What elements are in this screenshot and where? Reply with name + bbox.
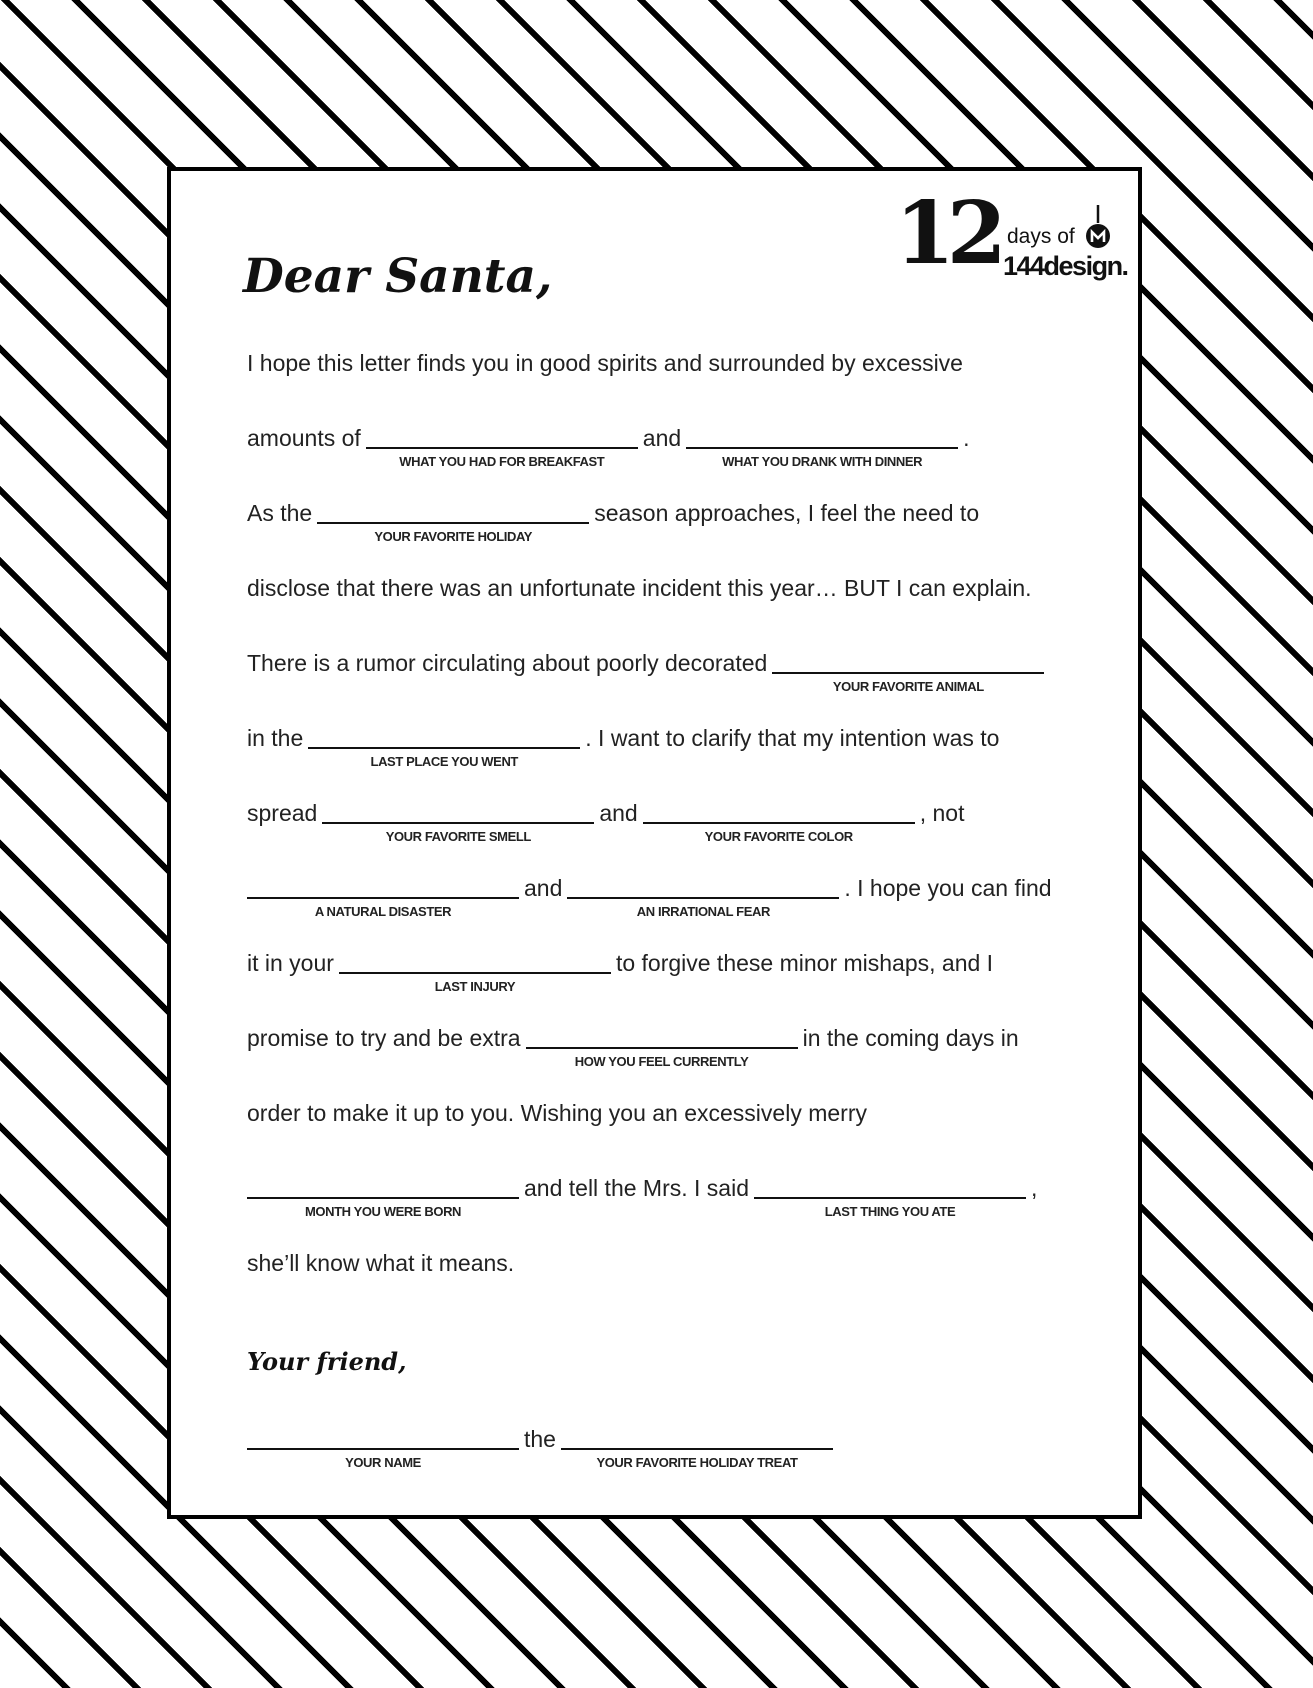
blank-breakfast[interactable]: WHAT YOU HAD FOR BREAKFAST xyxy=(366,446,638,449)
blank-dinner-drink[interactable]: WHAT YOU DRANK WITH DINNER xyxy=(686,446,958,449)
blank-feel[interactable]: HOW YOU FEEL CURRENTLY xyxy=(526,1046,798,1049)
brand-logo xyxy=(895,183,1128,291)
letter-line-14: YOUR NAME the YOUR FAVORITE HOLIDAY TREAT xyxy=(247,1423,838,1453)
letter-card xyxy=(167,167,1142,1519)
letter-line-11: order to make it up to you. Wishing you an excessively merry xyxy=(247,1100,867,1126)
blank-injury[interactable]: LAST INJURY xyxy=(339,971,611,974)
logo-brand: 144design. xyxy=(1003,251,1128,281)
letter-line-5: There is a rumor circulating about poorly decorated YOUR FAVORITE ANIMAL xyxy=(247,647,1049,677)
blank-smell[interactable]: YOUR FAVORITE SMELL xyxy=(322,821,594,824)
blank-fear[interactable]: AN IRRATIONAL FEAR xyxy=(567,896,839,899)
ornament-icon xyxy=(1085,205,1111,249)
letter-line-12: MONTH YOU WERE BORN and tell the Mrs. I said LAST THING YOU ATE , xyxy=(247,1172,1037,1202)
blank-month[interactable]: MONTH YOU WERE BORN xyxy=(247,1196,519,1199)
letter-line-1: I hope this letter finds you in good spirits and surrounded by excessive xyxy=(247,350,963,376)
blank-color[interactable]: YOUR FAVORITE COLOR xyxy=(643,821,915,824)
logo-days-of: days of xyxy=(1007,225,1075,248)
blank-animal[interactable]: YOUR FAVORITE ANIMAL xyxy=(772,671,1044,674)
letter-line-8: A NATURAL DISASTER and AN IRRATIONAL FEAR . I hope you can find xyxy=(247,872,1052,902)
letter-line-3: As the YOUR FAVORITE HOLIDAY season approaches, I feel the need to xyxy=(247,500,980,544)
letter-signoff: Your friend, xyxy=(247,1347,407,1376)
blank-disaster[interactable]: A NATURAL DISASTER xyxy=(247,896,519,899)
blank-last-place[interactable]: LAST PLACE YOU WENT xyxy=(308,746,580,749)
letter-line-13: she’ll know what it means. xyxy=(247,1250,515,1276)
logo-number: 12 xyxy=(895,183,999,284)
letter-line-2: amounts of WHAT YOU HAD FOR BREAKFAST and WHAT YOU DRANK WITH DINNER . xyxy=(247,425,970,469)
letter-line-9: it in your LAST INJURY to forgive these minor mishaps, and I xyxy=(247,950,994,994)
letter-line-10: promise to try and be extra HOW YOU FEEL CURRENTLY in the coming days in xyxy=(247,1025,1019,1069)
blank-name[interactable]: YOUR NAME xyxy=(247,1447,519,1450)
blank-ate[interactable]: LAST THING YOU ATE xyxy=(754,1196,1026,1199)
blank-treat[interactable]: YOUR FAVORITE HOLIDAY TREAT xyxy=(561,1447,833,1450)
letter-line-4: disclose that there was an unfortunate incident this year… BUT I can explain. xyxy=(247,575,1032,601)
letter-line-6: in the LAST PLACE YOU WENT . I want to clarify that my intention was to xyxy=(247,725,1000,769)
blank-holiday[interactable]: YOUR FAVORITE HOLIDAY xyxy=(317,521,589,524)
letter-greeting: Dear Santa, xyxy=(243,249,553,304)
letter-line-7: spread YOUR FAVORITE SMELL and YOUR FAVORITE COLOR , not xyxy=(247,800,965,844)
